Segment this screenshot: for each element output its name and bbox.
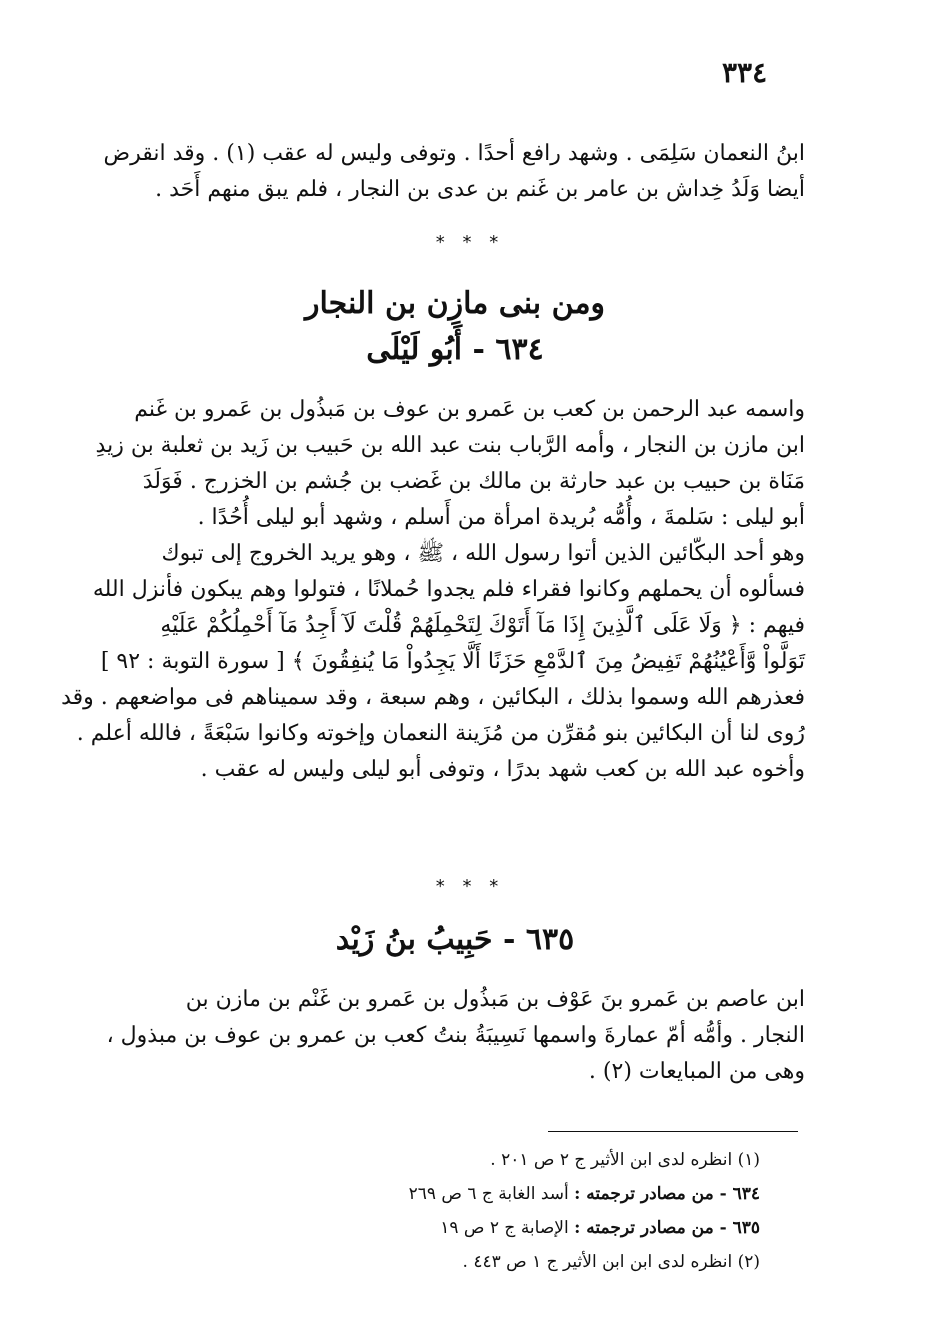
footnote — [300, 1211, 760, 1245]
text-line: ابنُ النعمان سَلِمَى . وشهد رافع أحدًا . وتوفى وليس له عقب (١) . وقد انقرض — [103, 141, 805, 166]
footnote-text: (١) انظره لدى ابن الأثير ج ٢ ص ٢٠١ . — [490, 1150, 760, 1170]
text-line: رُوى لنا أن البكائين بنو مُقرِّن من مُزَينة النعمان وإخوته وكانوا سَبْعَةً ، فالله أعلم . — [76, 721, 805, 746]
text-line: أبو ليلى : سَلمةَ ، وأُمُّه بُريدة امرأة من أَسلم ، وشهد أبو ليلى أُحُدًا . — [197, 505, 805, 530]
footnote-text: (٢) انظره لدى ابن ابن الأثير ج ١ ص ٤٤٣ . — [462, 1252, 760, 1272]
footnote — [300, 1177, 760, 1211]
text-line: النجار . وأمُّه أمّ عمارةَ واسمها نَسِيبَةُ بنتُ كعب بن عمرو بن عوف بن مبذول ، — [106, 1023, 805, 1048]
text-line: فسألوه أن يحملهم وكانوا فقراء فلم يجدوا حُملانًا ، فتولوا وهم يبكون فأنزل الله — [92, 577, 805, 602]
quran-verse-line: تَوَلَّواْ وَّأَعْيُنُهُمْ تَفِيضُ مِنَ ٱلدَّمْعِ حَزَنًا أَلَّا يَجِدُواْ مَا يُنفِقُونَ ﴾ [ سورة التوبة : ٩٢ ] — [100, 649, 805, 674]
separator-stars: * * * — [435, 876, 505, 897]
text-line: ابن عاصم بن عَمرو بنَ عَوْف بن مَبذُول بن عَمرو بن غَنْم بن مازن بن — [185, 987, 805, 1012]
footnote-divider — [548, 1131, 798, 1132]
entry-635-heading: ٦٣٥ - حَبِيبُ بنُ زَيْد — [335, 922, 575, 957]
text-line: ابن مازن بن النجار ، وأمه الرَّباب بنت عبد الله بن حَبيب بن زَيد بن ثعلبة بن زيدِ — [95, 433, 805, 458]
quran-verse-line: فيهم : ﴿ وَلَا عَلَى ٱلَّذِينَ إِذَا مَآ أَتَوْكَ لِتَحْمِلَهُمْ قُلْتَ لَآ أَجِدُ مَآ أَحْمِلُكُمْ عَلَيْهِ — [160, 613, 805, 638]
footnote-text: أسد الغابة ج ٦ ص ٢٦٩ — [408, 1184, 575, 1204]
footnote-label: ٦٣٥ - من مصادر ترجمته : — [574, 1218, 760, 1238]
separator-stars: * * * — [435, 232, 505, 253]
text-line: أيضا وَلَدُ خِداش بن عامر بن غَنم بن عدى بن النجار ، فلم يبق منهم أَحَد . — [155, 177, 805, 202]
footnote-label: ٦٣٤ - من مصادر ترجمته : — [574, 1184, 760, 1204]
text-line: وهى من المبايعات (٢) . — [588, 1059, 805, 1084]
intro-paragraph — [105, 136, 805, 208]
text-line: فعذرهم الله وسموا بذلك ، البكائين ، وهم سبعة ، وقد سميناهم فى مواضعهم . وقد — [61, 685, 805, 710]
page-number: ٣٣٤ — [722, 56, 768, 89]
text-line: مَنَاة بن حبيب بن عبد حارثة بن مالك بن غَضب بن جُشم بن الخزرج . فَوَلَدَ — [142, 469, 805, 494]
entry-634-heading: ٦٣٤ - أَبُو لَيْلَى — [366, 332, 544, 367]
section-title: ومن بنى مازِن بن النجار — [304, 286, 605, 321]
text-line: واسمه عبد الرحمن بن كعب بن عَمرو بن عوف بن مَبذُول بن عَمرو بن غَنم — [134, 397, 805, 422]
entry-634-body — [61, 392, 805, 788]
text-line: وأخوه عبد الله بن كعب شهد بدرًا ، وتوفى أبو ليلى وليس له عقب . — [200, 757, 805, 782]
entry-635-body — [105, 982, 805, 1090]
footnotes — [300, 1143, 760, 1279]
text-line: وهو أحد البكّائين الذين أتوا رسول الله ، ﷺ ، وهو يريد الخروج إلى تبوك — [161, 541, 805, 566]
footnote — [300, 1143, 760, 1177]
footnote-text: الإصابة ج ٢ ص ١٩ — [440, 1218, 575, 1238]
footnote — [300, 1245, 760, 1279]
